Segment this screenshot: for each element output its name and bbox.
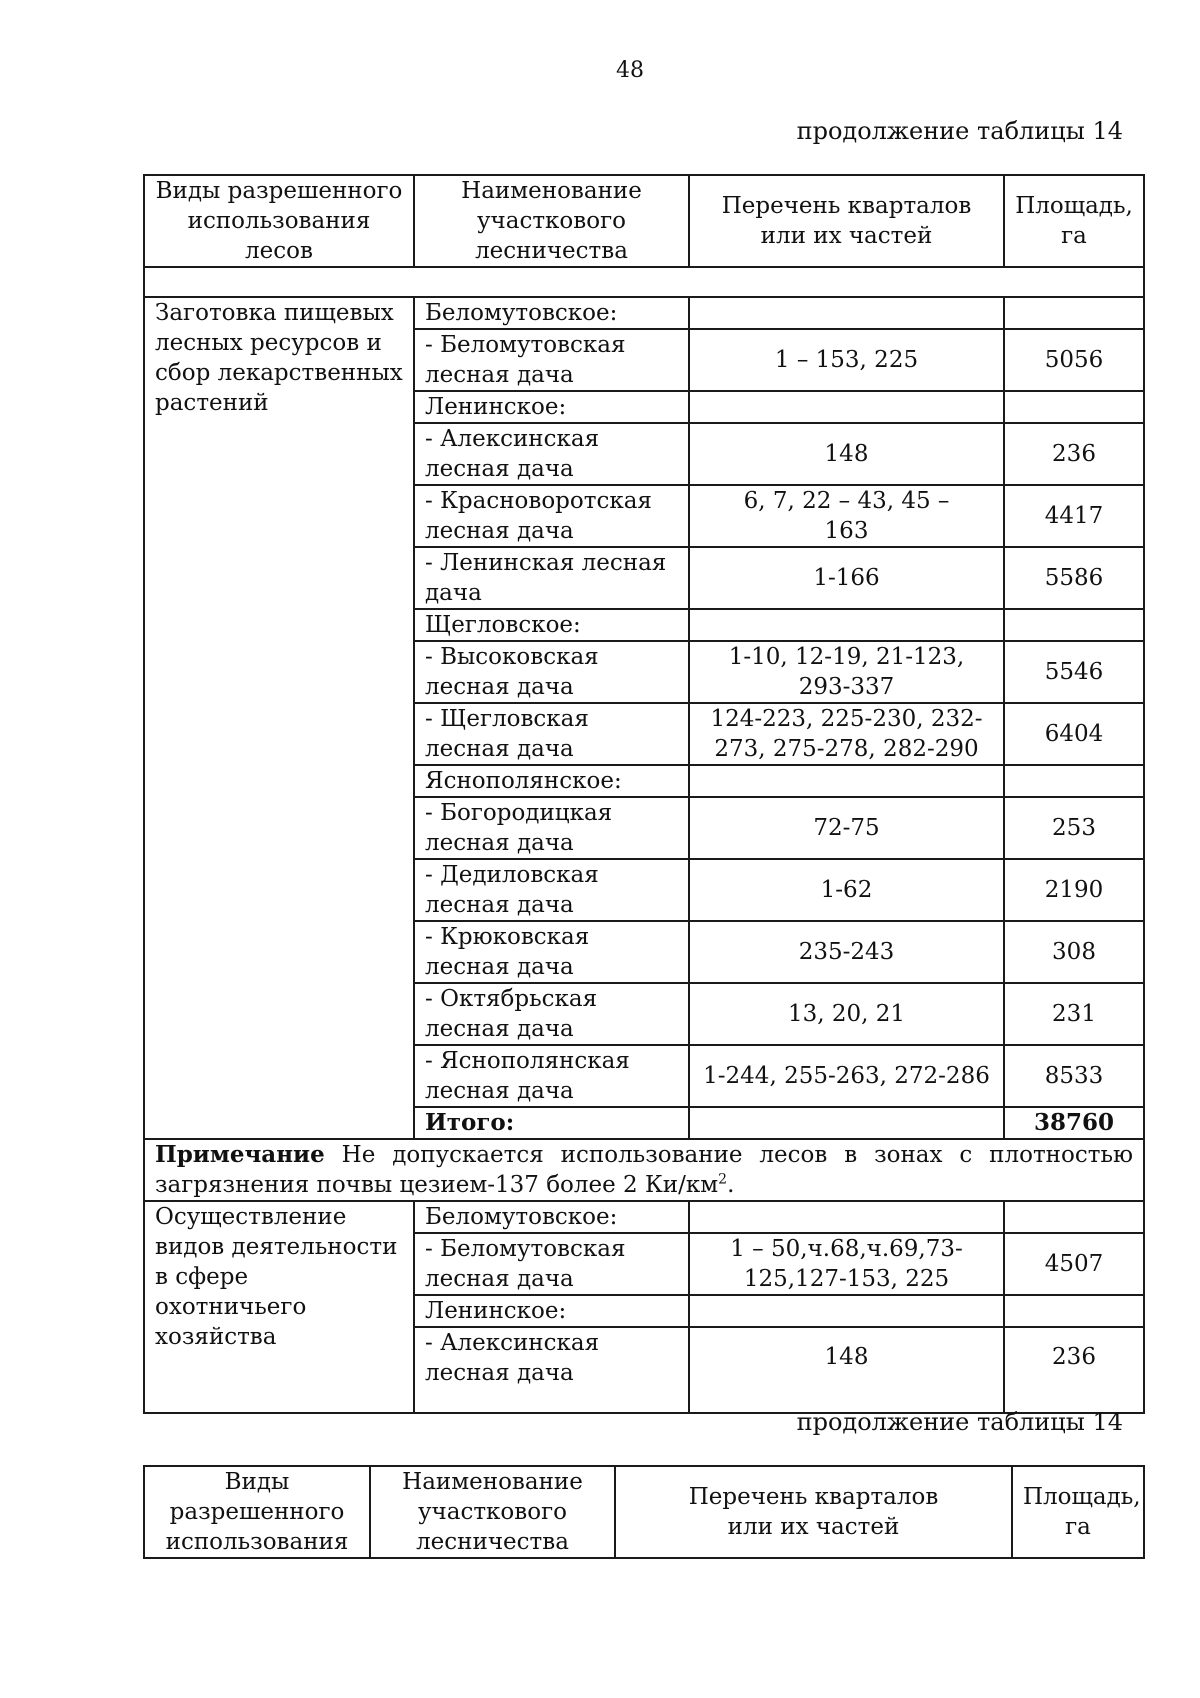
header-use-type: Виды разрешенного использования лесов [144, 175, 414, 267]
total-value: 38760 [1004, 1107, 1144, 1139]
quarters-cell: 124-223, 225-230, 232-273, 275-278, 282-290 [689, 703, 1004, 765]
area-cell: 4507 [1004, 1233, 1144, 1295]
header-use-type: Виды разрешенного использования [144, 1466, 370, 1558]
forestry-name: - Ленинская лесная дача [414, 547, 689, 609]
area-cell: 4417 [1004, 485, 1144, 547]
quarters-cell: 6, 7, 22 – 43, 45 – 163 [689, 485, 1004, 547]
forestry-name: - Яснополянская лесная дача [414, 1045, 689, 1107]
forestry-name: - Алексинская лесная дача [414, 1327, 689, 1413]
area-cell [1004, 391, 1144, 423]
header-area: Площадь, га [1004, 175, 1144, 267]
total-empty-cell [689, 1107, 1004, 1139]
forestry-name: Яснополянское: [414, 765, 689, 797]
forestry-name: Ленинское: [414, 1295, 689, 1327]
area-cell: 6404 [1004, 703, 1144, 765]
area-cell: 308 [1004, 921, 1144, 983]
forestry-name: Беломутовское: [414, 297, 689, 329]
table-header-row [144, 1466, 1144, 1558]
forestry-name: - Беломутовская лесная дача [414, 1233, 689, 1295]
forest-use-table-continued [143, 1465, 1145, 1559]
forestry-name: - Крюковская лесная дача [414, 921, 689, 983]
table-caption-2: продолжение таблицы 14 [796, 1408, 1123, 1436]
area-cell: 2190 [1004, 859, 1144, 921]
note-label: Примечание [155, 1141, 325, 1168]
quarters-cell: 148 [689, 1327, 1004, 1413]
total-label: Итого: [414, 1107, 689, 1139]
spacer-row [144, 267, 1144, 297]
forestry-name: - Богородицкая лесная дача [414, 797, 689, 859]
use-type-cell: Осуществление видов деятельности в сфере охотничьего хозяйства [144, 1201, 414, 1413]
quarters-cell: 1-10, 12-19, 21-123, 293-337 [689, 641, 1004, 703]
area-cell: 236 [1004, 1327, 1144, 1413]
forestry-name: Беломутовское: [414, 1201, 689, 1233]
use-type-cell: Заготовка пищевых лесных ресурсов и сбор лекарственных растений [144, 297, 414, 1139]
quarters-cell [689, 765, 1004, 797]
note-cell [144, 1139, 1144, 1201]
header-forestry: Наименование участкового лесничества [414, 175, 689, 267]
quarters-cell [689, 297, 1004, 329]
forestry-name: - Высоковская лесная дача [414, 641, 689, 703]
header-quarters: Перечень кварталов или их частей [689, 175, 1004, 267]
spacer-cell [144, 267, 1144, 297]
quarters-cell: 148 [689, 423, 1004, 485]
quarters-cell: 1-62 [689, 859, 1004, 921]
forestry-name: - Октябрьская лесная дача [414, 983, 689, 1045]
quarters-cell [689, 1295, 1004, 1327]
area-cell: 5056 [1004, 329, 1144, 391]
area-cell: 253 [1004, 797, 1144, 859]
header-area: Площадь, га [1012, 1466, 1144, 1558]
quarters-cell [689, 1201, 1004, 1233]
area-cell: 236 [1004, 423, 1144, 485]
forestry-name: - Дедиловская лесная дача [414, 859, 689, 921]
area-cell: 8533 [1004, 1045, 1144, 1107]
table-header-row [144, 175, 1144, 267]
forestry-name: - Алексинская лесная дача [414, 423, 689, 485]
table-row [144, 297, 1144, 329]
forest-use-table [143, 174, 1145, 1414]
quarters-cell: 1-244, 255-263, 272-286 [689, 1045, 1004, 1107]
area-cell: 5586 [1004, 547, 1144, 609]
header-forestry: Наименование участкового лесничества [370, 1466, 615, 1558]
area-cell [1004, 765, 1144, 797]
quarters-cell [689, 609, 1004, 641]
quarters-cell: 1 – 153, 225 [689, 329, 1004, 391]
area-cell [1004, 609, 1144, 641]
area-cell: 231 [1004, 983, 1144, 1045]
area-cell [1004, 1295, 1144, 1327]
area-cell [1004, 1201, 1144, 1233]
area-cell: 5546 [1004, 641, 1144, 703]
note-row [144, 1139, 1144, 1201]
forestry-name: - Щегловская лесная дача [414, 703, 689, 765]
quarters-cell: 72-75 [689, 797, 1004, 859]
quarters-cell: 1 – 50,ч.68,ч.69,73-125,127-153, 225 [689, 1233, 1004, 1295]
note-superscript: 2 [718, 1171, 728, 1188]
forestry-name: - Беломутовская лесная дача [414, 329, 689, 391]
table-caption: продолжение таблицы 14 [796, 117, 1123, 145]
quarters-cell: 13, 20, 21 [689, 983, 1004, 1045]
quarters-cell [689, 391, 1004, 423]
table-row [144, 1201, 1144, 1233]
page-number: 48 [616, 58, 644, 83]
note-text: Не допускается использование лесов в зонах с плотностью загрязнения почвы цезием-137 более 2 Ки/км [155, 1142, 1133, 1198]
quarters-cell: 1-166 [689, 547, 1004, 609]
area-cell [1004, 297, 1144, 329]
forestry-name: Щегловское: [414, 609, 689, 641]
forestry-name: Ленинское: [414, 391, 689, 423]
note-end: . [727, 1172, 735, 1198]
header-quarters: Перечень кварталов или их частей [615, 1466, 1012, 1558]
forestry-name: - Красноворотская лесная дача [414, 485, 689, 547]
quarters-cell: 235-243 [689, 921, 1004, 983]
